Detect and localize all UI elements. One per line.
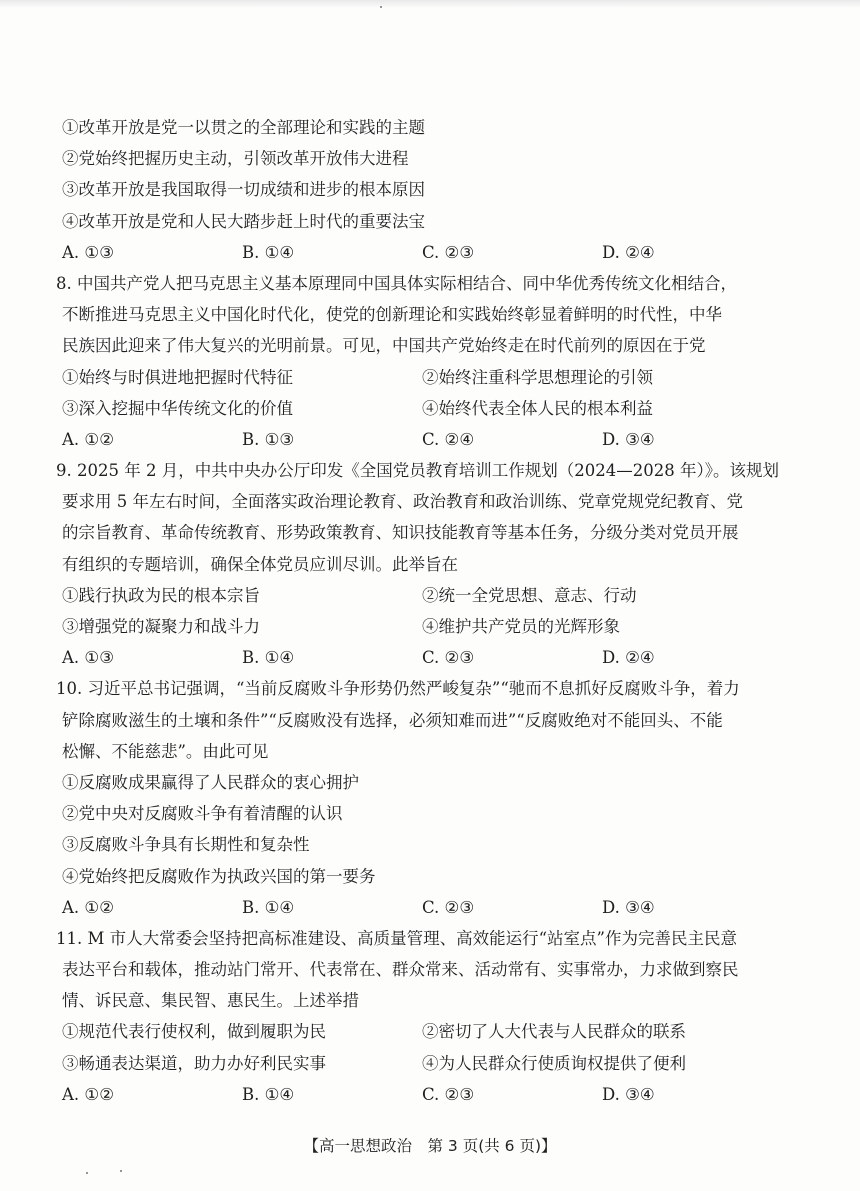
- q9-option-4: ④维护共产党员的光辉形象: [422, 617, 620, 636]
- q11-stem-line-1: 11. M 市人大常委会坚持把高标准建设、高质量管理、高效能运行“站室点”作为完善民主民意: [56, 928, 737, 948]
- q11-options-row-2: [56, 1048, 816, 1079]
- q9-answer-d: D. ②④: [602, 648, 655, 668]
- question-10: [56, 673, 816, 923]
- q10-stem-line-2: 铲除腐败滋生的土壤和条件”“反腐败没有选择，必须知难而进”“反腐败绝对不能回头、不能: [62, 710, 723, 730]
- q9-answer-b: B. ①④: [242, 648, 295, 668]
- q8-stem-line-1: 8. 中国共产党人把马克思主义基本原理同中国具体实际相结合、同中华优秀传统文化相结合，: [56, 273, 737, 293]
- q11-answer-d: D. ③④: [602, 1084, 655, 1104]
- q7-answer-a: A. ①③: [62, 242, 114, 262]
- q10-option-1: ①反腐败成果赢得了人民群众的衷心拥护: [62, 772, 359, 792]
- q7-option-3: ③改革开放是我国取得一切成绩和进步的根本原因: [62, 180, 425, 200]
- q7-option-2: ②党始终把握历史主动，引领改革开放伟大进程: [62, 149, 409, 169]
- scan-speck: [120, 1170, 122, 1172]
- q11-option-4: ④为人民群众行使质询权提供了便利: [422, 1053, 686, 1073]
- q10-option-2: ②党中央对反腐败斗争有着清醒的认识: [62, 804, 343, 824]
- q10-answers: [56, 892, 816, 923]
- q8-answers: [56, 424, 816, 455]
- q11-option-2: ②密切了人大代表与人民群众的联系: [422, 1022, 686, 1042]
- q7-option-4: ④改革开放是党和人民大踏步赶上时代的重要法宝: [62, 211, 425, 231]
- q9-options-row-2: [56, 611, 816, 642]
- q9-stem-line-3: 的宗旨教育、革命传统教育、形势政策教育、知识技能教育等基本任务，分级分类对党员开展: [62, 523, 739, 543]
- q9-answers: [56, 642, 816, 673]
- q11-options-row-1: [56, 1016, 816, 1047]
- q8-option-1: ①始终与时俱进地把握时代特征: [62, 367, 293, 387]
- q7-answer-b: B. ①④: [242, 242, 295, 262]
- q9-answer-a: A. ①③: [62, 648, 114, 668]
- question-11: [56, 923, 816, 1110]
- q10-stem-line-3: 松懈、不能慈悲”。由此可见: [62, 741, 269, 761]
- q8-stem-line-3: 民族因此迎来了伟大复兴的光明前景。可见，中国共产党始终走在时代前列的原因在于党: [62, 336, 706, 356]
- q10-stem-line-1: 10. 习近平总书记强调，“当前反腐败斗争形势仍然严峻复杂”“驰而不息抓好反腐败斗争，着力: [56, 679, 740, 699]
- q8-options-row-2: [56, 393, 816, 424]
- page-content: [56, 112, 816, 1110]
- q11-answers: [56, 1079, 816, 1110]
- q10-option-4: ④党始终把反腐败作为执政兴国的第一要务: [62, 866, 376, 886]
- scan-speck: [380, 6, 382, 8]
- q7-answers: [56, 237, 816, 268]
- q11-answer-b: B. ①④: [242, 1084, 295, 1104]
- q11-answer-a: A. ①②: [62, 1084, 114, 1104]
- q11-answer-c: C. ②③: [422, 1084, 475, 1104]
- q11-stem-line-3: 情、诉民意、集民智、惠民生。上述举措: [62, 991, 359, 1011]
- q9-option-2: ②统一全党思想、意志、行动: [422, 585, 637, 605]
- q8-answer-c: C. ②④: [422, 429, 475, 449]
- scan-speck: [86, 1172, 88, 1174]
- q8-answer-d: D. ③④: [602, 429, 655, 449]
- scan-edge: [0, 0, 860, 8]
- q8-options-row-1: [56, 362, 816, 393]
- q9-answer-c: C. ②③: [422, 648, 475, 668]
- q9-option-1: ①践行执政为民的根本宗旨: [62, 585, 260, 605]
- q10-answer-a: A. ①②: [62, 897, 114, 917]
- q10-answer-b: B. ①④: [242, 897, 295, 917]
- q9-stem-line-2: 要求用 5 年左右时间，全面落实政治理论教育、政治教育和政治训练、党章党规党纪教育、党: [62, 492, 743, 512]
- q7-answer-d: D. ②④: [602, 242, 655, 262]
- q10-answer-c: C. ②③: [422, 897, 475, 917]
- q10-option-3: ③反腐败斗争具有长期性和复杂性: [62, 835, 310, 855]
- q9-options-row-1: [56, 580, 816, 611]
- q7-answer-c: C. ②③: [422, 242, 475, 262]
- q8-answer-a: A. ①②: [62, 429, 114, 449]
- q10-answer-d: D. ③④: [602, 897, 655, 917]
- question-8: [56, 268, 816, 455]
- question-7: [56, 112, 816, 268]
- q9-option-3: ③增强党的凝聚力和战斗力: [62, 617, 260, 636]
- q9-stem-line-1: 9. 2025 年 2 月，中共中央办公厅印发《全国党员教育培训工作规划（2024—2028 年）》。该规划: [56, 461, 779, 481]
- question-9: [56, 455, 816, 673]
- q8-answer-b: B. ①③: [242, 429, 295, 449]
- q8-option-2: ②始终注重科学思想理论的引领: [422, 367, 653, 387]
- q8-stem-line-2: 不断推进马克思主义中国化时代化，使党的创新理论和实践始终彰显着鲜明的时代性，中华: [62, 305, 722, 325]
- q11-stem-line-2: 表达平台和载体，推动站门常开、代表常在、群众常来、活动常有、实事常办，力求做到察民: [62, 960, 739, 980]
- q8-option-4: ④始终代表全体人民的根本利益: [422, 398, 653, 418]
- q7-option-1: ①改革开放是党一以贯之的全部理论和实践的主题: [62, 118, 425, 137]
- q8-option-3: ③深入挖掘中华传统文化的价值: [62, 398, 293, 418]
- page-footer: 【高一思想政治 第 3 页(共 6 页)】: [303, 1137, 557, 1155]
- q11-option-1: ①规范代表行使权利，做到履职为民: [62, 1022, 326, 1042]
- q9-stem-line-4: 有组织的专题培训，确保全体党员应训尽训。此举旨在: [62, 554, 458, 574]
- q11-option-3: ③畅通表达渠道，助力办好利民实事: [62, 1053, 326, 1073]
